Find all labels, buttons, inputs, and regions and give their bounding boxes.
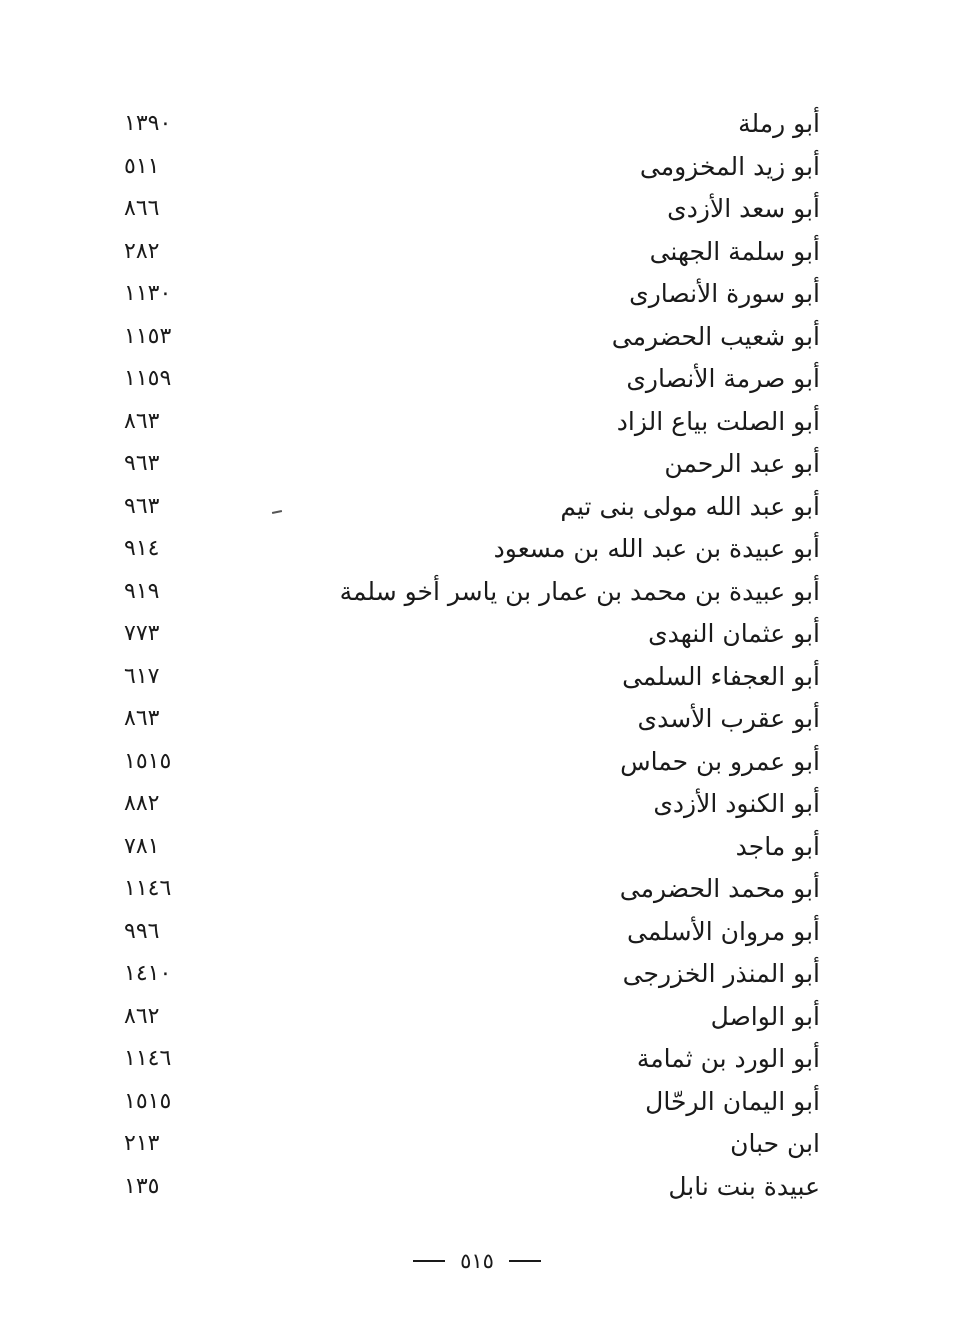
entry-name: أبو سعد الأزدى	[667, 194, 820, 223]
entry-page-number: ١١٣٠	[124, 281, 172, 306]
entry-page-number: ١٥١٥	[124, 1089, 172, 1114]
index-entry	[0, 698, 954, 740]
index-entry	[0, 613, 954, 655]
page-number: ٥١٥	[460, 1249, 494, 1273]
entry-page-number: ٦١٧	[124, 664, 160, 689]
entry-page-number: ٨٦٣	[124, 706, 160, 731]
index-entry	[0, 868, 954, 910]
index-entry	[0, 188, 954, 230]
entry-page-number: ١٣٥	[124, 1174, 160, 1199]
index-entry	[0, 826, 954, 868]
entry-name: أبو عبد الرحمن	[664, 449, 820, 478]
index-entry	[0, 528, 954, 570]
entry-name: أبو اليمان الرحّال	[645, 1087, 820, 1116]
index-entry	[0, 1038, 954, 1080]
index-entry	[0, 1081, 954, 1123]
index-entry	[0, 103, 954, 145]
entry-name: أبو ماجد	[735, 832, 820, 861]
entry-name: أبو صرمة الأنصارى	[626, 364, 820, 393]
entry-name: أبو عبيدة بن محمد بن عمار بن ياسر أخو سلمة	[339, 577, 820, 606]
entry-name: أبو الصلت بياع الزاد	[616, 407, 820, 436]
entry-page-number: ١١٥٣	[124, 324, 172, 349]
index-entry	[0, 571, 954, 613]
entry-page-number: ٥١١	[124, 154, 160, 179]
index-entry	[0, 146, 954, 188]
entry-name: أبو شعيب الحضرمى	[611, 322, 820, 351]
footer-dash-left	[413, 1260, 445, 1262]
entry-name: أبو العجفاء السلمى	[622, 662, 820, 691]
entry-page-number: ٩٩٦	[124, 919, 160, 944]
index-entry	[0, 783, 954, 825]
entry-name: أبو زيد المخزومى	[639, 152, 820, 181]
index-entry	[0, 358, 954, 400]
index-entry	[0, 1166, 954, 1208]
entry-name: أبو عمرو بن حماس	[620, 747, 820, 776]
entry-name: أبو عثمان النهدى	[648, 619, 820, 648]
index-entry	[0, 996, 954, 1038]
index-entry	[0, 911, 954, 953]
entry-page-number: ٩٦٣	[124, 451, 160, 476]
entry-name: عبيدة بنت نابل	[668, 1172, 820, 1201]
entry-page-number: ١٤١٠	[124, 961, 172, 986]
entry-page-number: ١٣٩٠	[124, 111, 172, 136]
entry-name: أبو مروان الأسلمى	[627, 917, 820, 946]
index-entry	[0, 316, 954, 358]
entry-name: أبو سورة الأنصارى	[629, 279, 820, 308]
index-entry	[0, 1123, 954, 1165]
entry-name: أبو الكنود الأزدى	[653, 789, 820, 818]
index-entry	[0, 401, 954, 443]
entry-name: أبو عقرب الأسدى	[637, 704, 820, 733]
entry-page-number: ٢١٣	[124, 1131, 160, 1156]
entry-page-number: ٨٦٢	[124, 1004, 160, 1029]
footer-dash-right	[509, 1260, 541, 1262]
index-entry	[0, 656, 954, 698]
entry-page-number: ٧٨١	[124, 834, 160, 859]
entry-name: أبو محمد الحضرمى	[619, 874, 820, 903]
entry-page-number: ٢٨٢	[124, 239, 160, 264]
index-entry	[0, 741, 954, 783]
entry-page-number: ١١٤٦	[124, 1046, 172, 1071]
entry-name: ابن حبان	[730, 1129, 820, 1158]
entry-page-number: ٩٦٣	[124, 494, 160, 519]
page-footer	[0, 1244, 954, 1278]
entry-page-number: ٩١٩	[124, 579, 160, 604]
entry-name: أبو الواصل	[710, 1002, 820, 1031]
entry-page-number: ١١٥٩	[124, 366, 172, 391]
entry-page-number: ٨٦٣	[124, 409, 160, 434]
index-entry	[0, 231, 954, 273]
entry-name: أبو عبد الله مولى بنى تيم	[560, 492, 820, 521]
entry-name: أبو الورد بن ثمامة	[636, 1044, 820, 1073]
entry-page-number: ١١٤٦	[124, 876, 172, 901]
entry-name: أبو سلمة الجهنى	[649, 237, 820, 266]
entry-page-number: ٨٦٦	[124, 196, 160, 221]
index-entry	[0, 443, 954, 485]
entry-page-number: ٨٨٢	[124, 791, 160, 816]
entry-name: أبو عبيدة بن عبد الله بن مسعود	[493, 534, 820, 563]
index-entry	[0, 486, 954, 528]
index-entry	[0, 273, 954, 315]
entry-name: أبو رملة	[738, 109, 820, 138]
index-entry	[0, 953, 954, 995]
entry-name: أبو المنذر الخزرجى	[622, 959, 820, 988]
entry-page-number: ١٥١٥	[124, 749, 172, 774]
entry-page-number: ٩١٤	[124, 536, 160, 561]
entry-page-number: ٧٧٣	[124, 621, 160, 646]
